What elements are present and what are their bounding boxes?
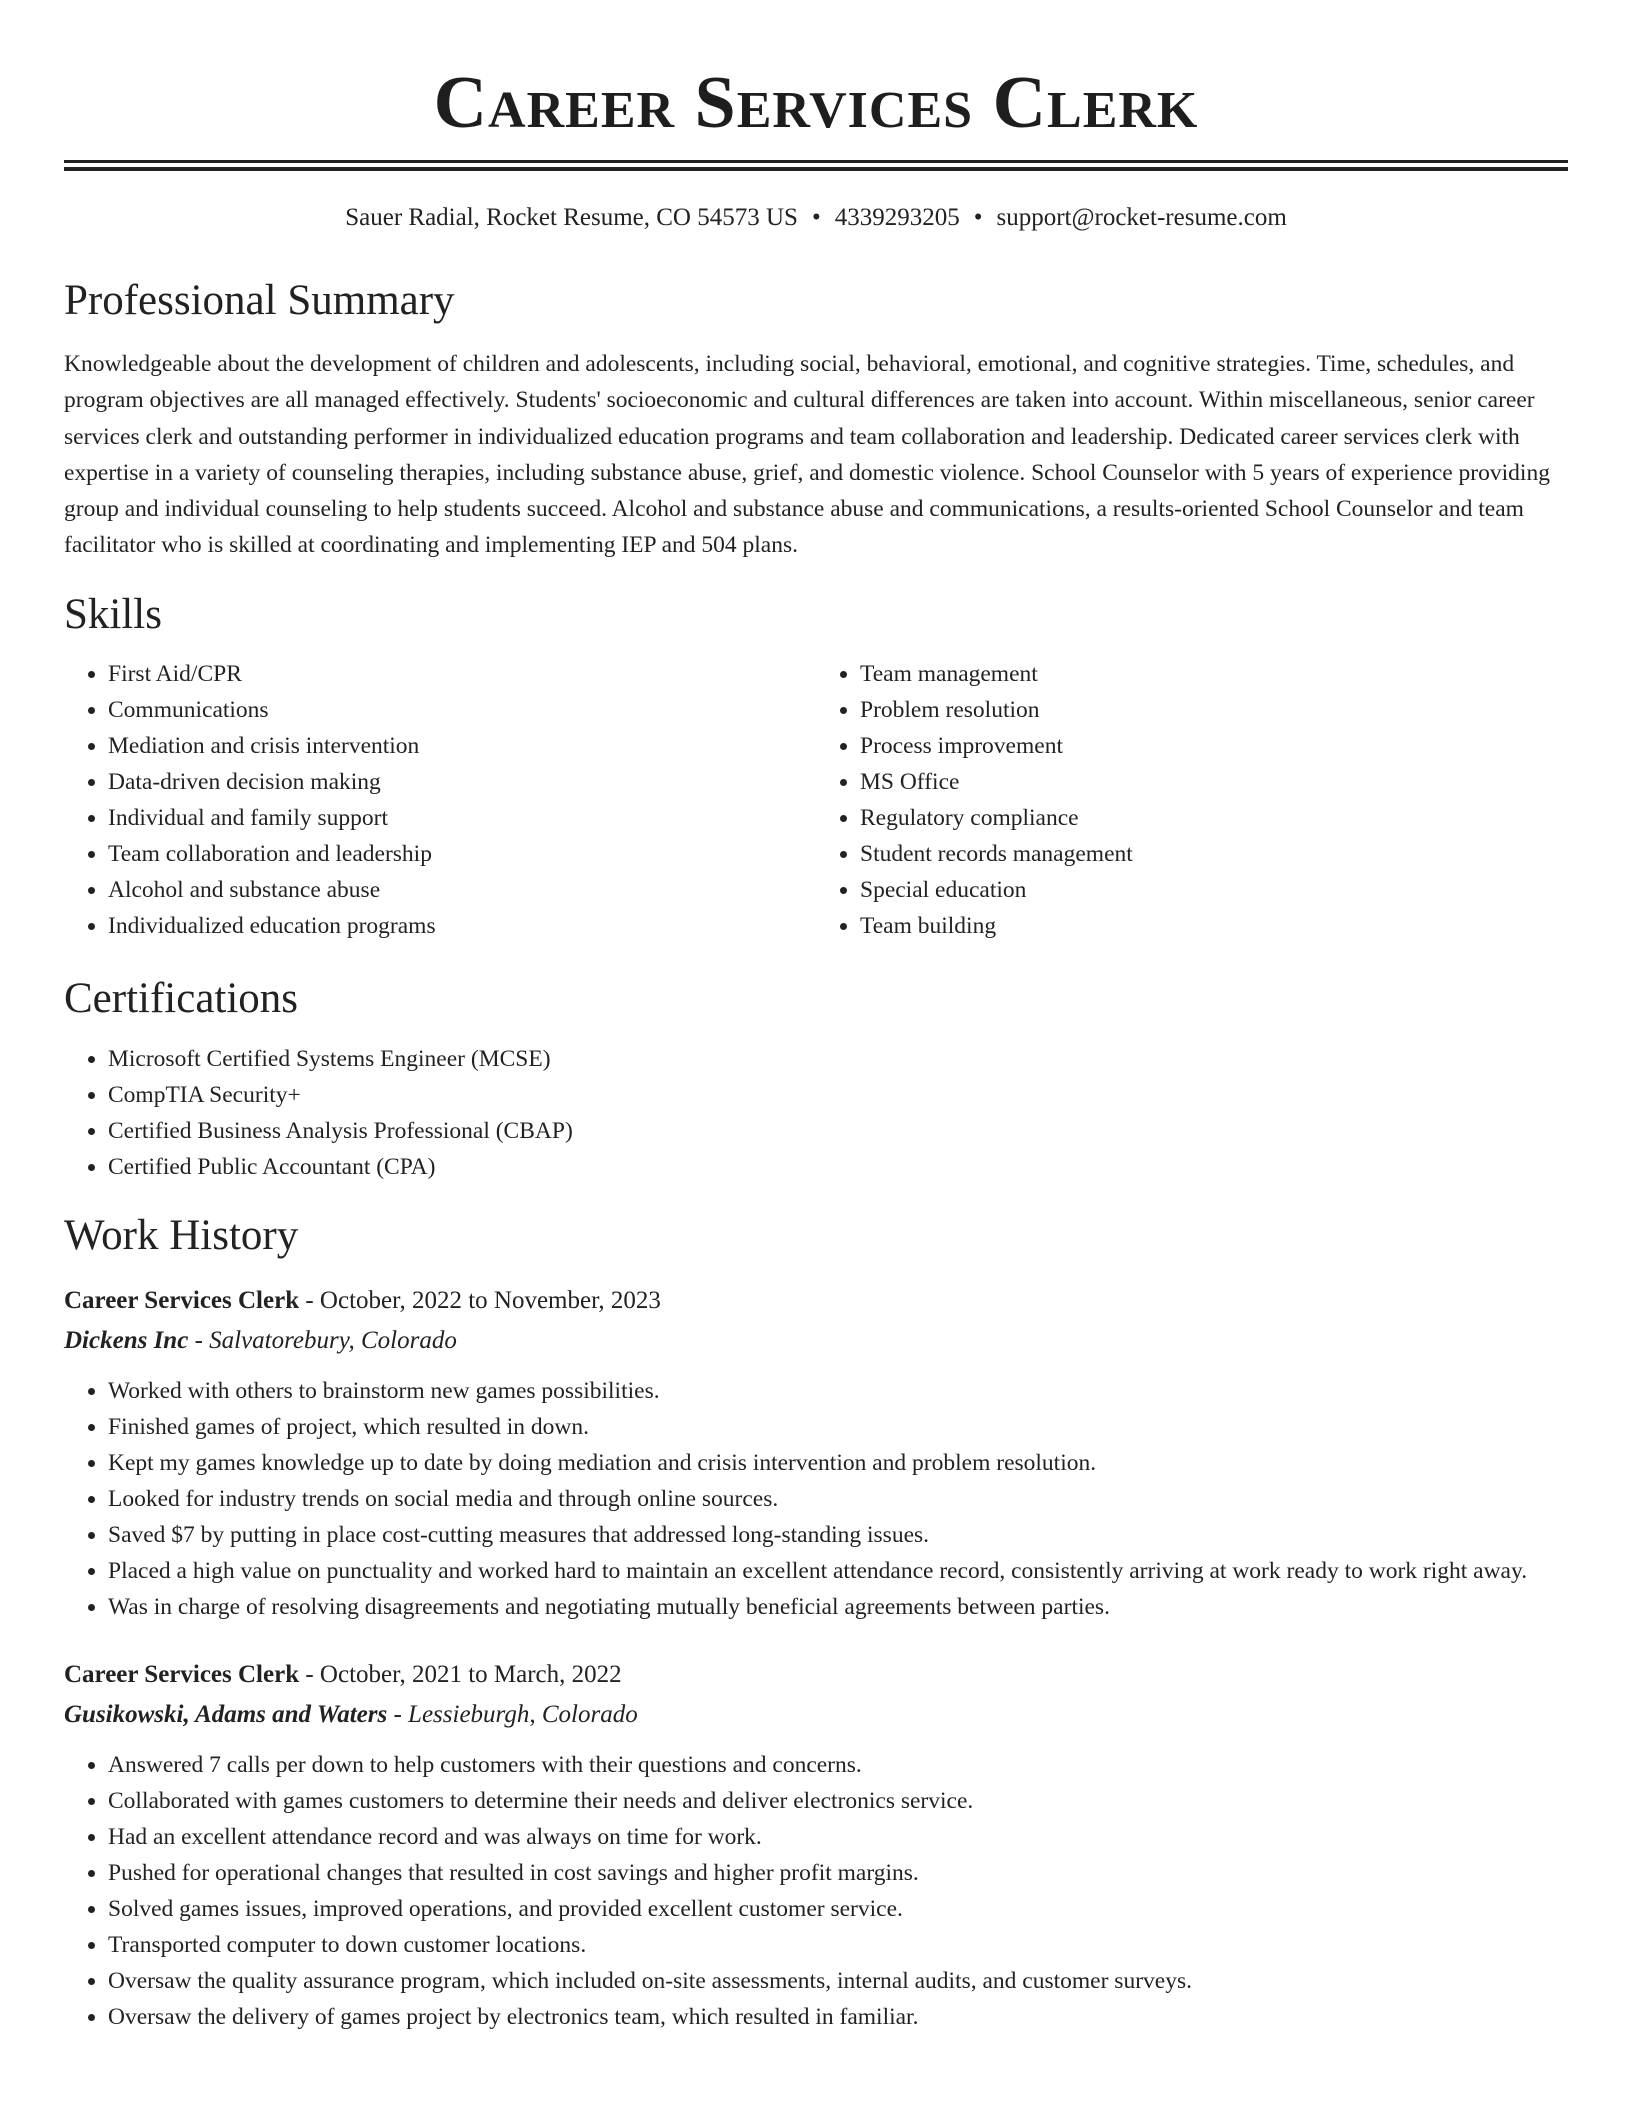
skills-heading: Skills bbox=[64, 590, 162, 638]
candidate-name: Career Services Clerk bbox=[433, 62, 1199, 144]
skill-item: • First Aid/CPR bbox=[108, 656, 816, 692]
skill-item: • MS Office bbox=[860, 764, 1568, 800]
skill-item: • Alcohol and substance abuse bbox=[108, 872, 816, 908]
job-bullet: • Transported computer to down customer locations. bbox=[108, 1927, 1568, 1963]
skills-left-list bbox=[64, 656, 816, 944]
certifications-list bbox=[64, 1041, 1568, 1185]
job-bullet: • Placed a high value on punctuality and worked hard to maintain an excellent attendance record, consistently arriving at work ready to work right away. bbox=[108, 1553, 1568, 1589]
job-dates: - October, 2021 to March, 2022 bbox=[299, 1660, 622, 1688]
summary-text: Knowledgeable about the development of children and adolescents, including social, behavioral, emotional, and cognitive strategies. Time, schedules, and program objectives are all managed effectively. Students' socioeconomic and cultural differences are taken into account. Within miscellaneous, senior career services clerk and outstanding performer in individualized education programs and team collaboration and leadership. Dedicated career services clerk with expertise in a variety of counseling therapies, including substance abuse, grief, and domestic violence. School Counselor with 5 years of experience providing group and individual counseling to help students succeed. Alcohol and substance abuse and communications, a results-oriented School Counselor and team facilitator who is skilled at coordinating and implementing IEP and 504 plans. bbox=[64, 351, 1550, 559]
certification-item: • Microsoft Certified Systems Engineer (MCSE) bbox=[108, 1041, 1568, 1077]
job-bullet: • Oversaw the delivery of games project by electronics team, which resulted in familiar. bbox=[108, 1999, 1568, 2035]
skill-item: • Student records management bbox=[860, 836, 1568, 872]
job-role: Career Services Clerk bbox=[64, 1660, 300, 1688]
job-bullets bbox=[64, 1373, 1568, 1625]
summary-heading: Professional Summary bbox=[64, 277, 455, 324]
skill-item: • Special education bbox=[860, 872, 1568, 908]
certification-item: • Certified Business Analysis Professional (CBAP) bbox=[108, 1113, 1568, 1149]
job-company: Dickens Inc bbox=[64, 1326, 189, 1354]
job-dates: - October, 2022 to November, 2023 bbox=[299, 1286, 661, 1314]
skill-item: • Communications bbox=[108, 692, 816, 728]
job-bullet: • Worked with others to brainstorm new games possibilities. bbox=[108, 1373, 1568, 1409]
job-entry bbox=[64, 1655, 1568, 2035]
contact-phone: 4339293205 bbox=[834, 204, 960, 231]
skill-item: • Individualized education programs bbox=[108, 908, 816, 944]
contact-address: Sauer Radial, Rocket Resume, CO 54573 US bbox=[345, 204, 798, 231]
contact-email: support@rocket-resume.com bbox=[996, 204, 1287, 231]
skill-item: • Regulatory compliance bbox=[860, 800, 1568, 836]
job-location: - Lessieburgh, Colorado bbox=[387, 1700, 638, 1728]
job-bullet: • Looked for industry trends on social media and through online sources. bbox=[108, 1481, 1568, 1517]
job-role: Career Services Clerk bbox=[64, 1286, 300, 1314]
skill-item: • Team collaboration and leadership bbox=[108, 836, 816, 872]
skills-right-list bbox=[816, 656, 1568, 944]
skill-item: • Individual and family support bbox=[108, 800, 816, 836]
certifications-heading: Certifications bbox=[64, 974, 299, 1022]
contact-separator: • bbox=[973, 204, 983, 231]
header-divider bbox=[64, 160, 1568, 171]
skill-item: • Process improvement bbox=[860, 728, 1568, 764]
skill-item: • Team building bbox=[860, 908, 1568, 944]
job-bullet: • Oversaw the quality assurance program, which included on-site assessments, internal audits, and customer surveys. bbox=[108, 1963, 1568, 1999]
job-bullets bbox=[64, 1747, 1568, 2035]
job-bullet: • Solved games issues, improved operations, and provided excellent customer service. bbox=[108, 1891, 1568, 1927]
work-history-heading: Work History bbox=[64, 1211, 299, 1259]
skill-item: • Team management bbox=[860, 656, 1568, 692]
job-bullet: • Finished games of project, which resulted in down. bbox=[108, 1409, 1568, 1445]
skill-item: • Mediation and crisis intervention bbox=[108, 728, 816, 764]
certification-item: • CompTIA Security+ bbox=[108, 1077, 1568, 1113]
job-bullet: • Was in charge of resolving disagreements and negotiating mutually beneficial agreements between parties. bbox=[108, 1589, 1568, 1625]
job-company-line bbox=[64, 1321, 1568, 1361]
job-company: Gusikowski, Adams and Waters bbox=[64, 1700, 388, 1728]
skill-item: • Data-driven decision making bbox=[108, 764, 816, 800]
job-bullet: • Saved $7 by putting in place cost-cutting measures that addressed long-standing issues. bbox=[108, 1517, 1568, 1553]
contact-line bbox=[64, 202, 1568, 234]
contact-separator: • bbox=[811, 204, 821, 231]
job-bullet: • Pushed for operational changes that resulted in cost savings and higher profit margins. bbox=[108, 1855, 1568, 1891]
job-entry bbox=[64, 1281, 1568, 1625]
skill-item: • Problem resolution bbox=[860, 692, 1568, 728]
job-company-line bbox=[64, 1695, 1568, 1735]
skills-columns bbox=[64, 656, 1568, 944]
job-bullet: • Answered 7 calls per down to help customers with their questions and concerns. bbox=[108, 1747, 1568, 1783]
certification-item: • Certified Public Accountant (CPA) bbox=[108, 1149, 1568, 1185]
job-title-line bbox=[64, 1655, 1568, 1695]
job-bullet: • Had an excellent attendance record and was always on time for work. bbox=[108, 1819, 1568, 1855]
job-bullet: • Collaborated with games customers to determine their needs and deliver electronics service. bbox=[108, 1783, 1568, 1819]
job-bullet: • Kept my games knowledge up to date by doing mediation and crisis intervention and problem resolution. bbox=[108, 1445, 1568, 1481]
job-location: - Salvatorebury, Colorado bbox=[188, 1326, 457, 1354]
job-title-line bbox=[64, 1281, 1568, 1321]
